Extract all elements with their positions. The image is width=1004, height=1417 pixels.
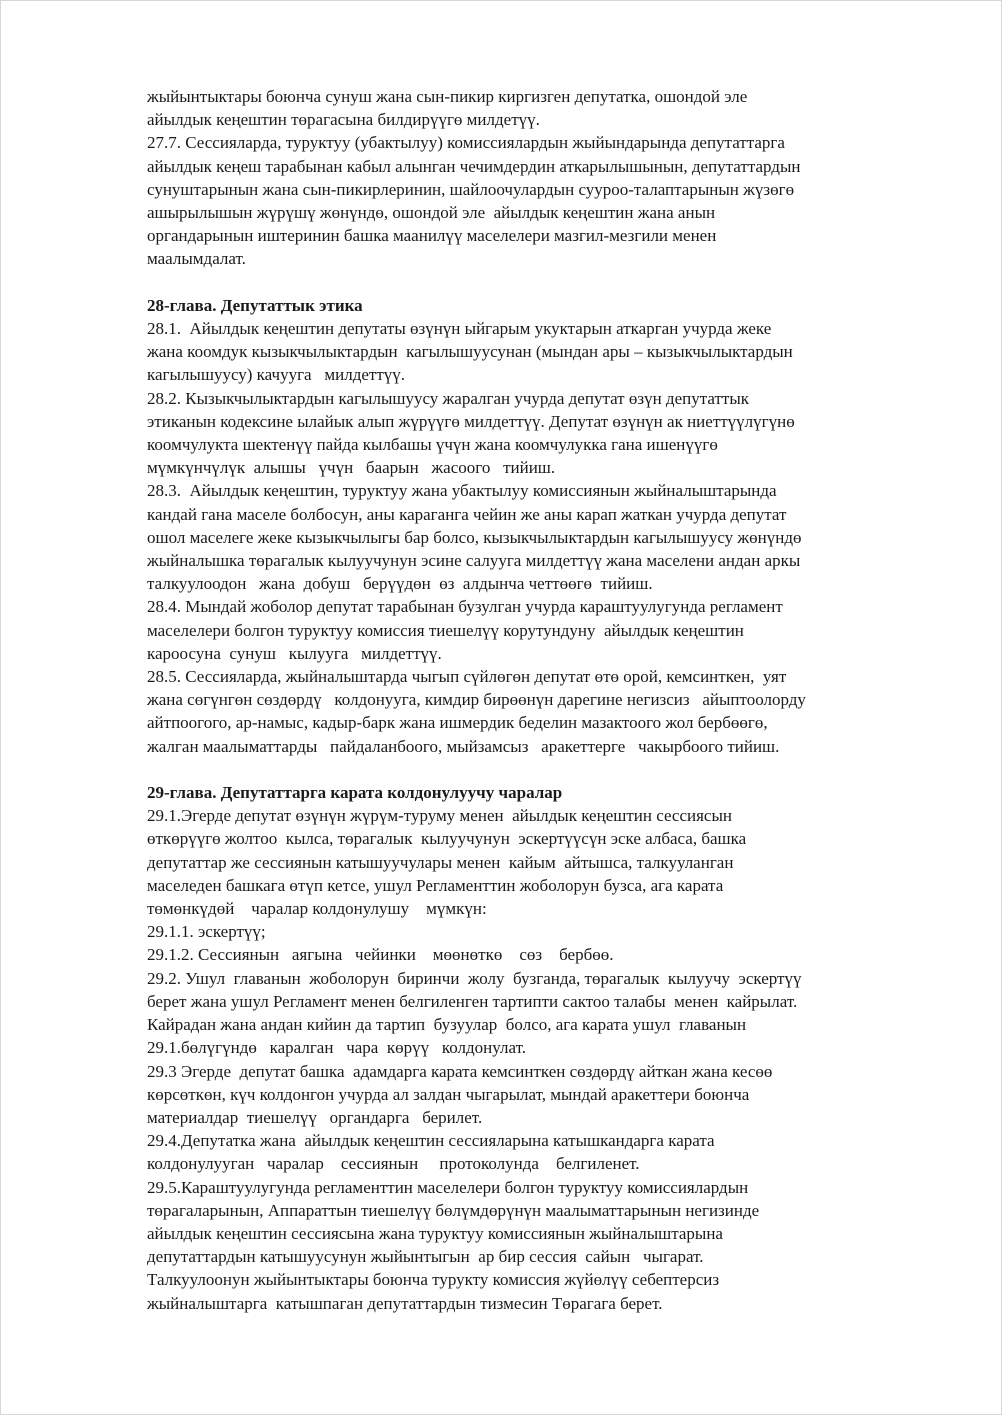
text-line: этиканын кодексине ылайык алып жүрүүгө милдеттүү. Депутат өзүнүн ак ниеттүүлүгүнө — [147, 411, 795, 431]
text-line: маселелери болгон туруктуу комиссия тиешелүү корутундуну айылдык кеңештин — [147, 620, 744, 640]
text-line: коомчулукта шектенүү пайда кылбашы үчүн жана коомчулукка гана ишенүүгө — [147, 435, 718, 455]
text-line: Талкуулоонун жыйынтыктары боюнча турукту комиссия жүйөлүү себептерсиз — [147, 1270, 720, 1290]
paragraph-28-5: 28.5. Сессияларда, жыйналыштарда чыгып сүйлөгөн депутат өтө орой, кемсинткен, уят — [147, 667, 787, 687]
paragraph-29-1-1: 29.1.1. эскертүү; — [147, 922, 266, 942]
text-line: кароосуна сунуш кылууга милдеттүү. — [147, 643, 442, 663]
text-line: кандай гана маселе болбосун, аны караганга чейин же аны карап жаткан учурда депутат — [147, 504, 787, 524]
text-line: кагылышуусу) качууга милдеттүү. — [147, 365, 405, 385]
document-body — [147, 85, 937, 1315]
paragraph-gap — [147, 758, 937, 781]
paragraph-29-3: 29.3 Эгерде депутат башка адамдарга карата кемсинткен сөздөрдү айткан жана кесөө — [147, 1061, 773, 1081]
text-line: органдарынын иштеринин башка маанилүү маселелери мазгил-мезгили менен — [147, 226, 717, 246]
text-line: 29.1.бөлүгүндө каралган чара көрүү колдонулат. — [147, 1038, 526, 1058]
text-line: ошол маселеге жеке кызыкчылыгы бар болсо, кызыкчылыктардын кагылышуусу жөнүндө — [147, 527, 802, 547]
text-line: айылдык кеңештин төрагасына билдирүүгө милдетүү. — [147, 110, 540, 130]
text-line: жыйынтыктары боюнча сунуш жана сын-пикир киргизген депутатка, ошондой эле — [147, 87, 748, 106]
text-line: маалымдалат. — [147, 249, 246, 269]
paragraph-gap — [147, 271, 937, 294]
paragraph-28-1: 28.1. Айылдык кеңештин депутаты өзүнүн ыйгарым укуктарын аткарган учурда жеке — [147, 319, 772, 339]
chapter-28-heading: 28-глава. Депутаттык этика — [147, 295, 363, 315]
text-line: колдонулууган чаралар сессиянын протоколунда белгиленет. — [147, 1154, 640, 1174]
text-line: талкуулоодон жана добуш берүүдөн өз алдынча четтөөгө тийиш. — [147, 574, 653, 594]
chapter-28 — [147, 294, 937, 758]
text-line: жалган маалыматтарды пайдаланбоого, мыйзамсыз аракеттерге чакырбоого тийиш. — [147, 736, 780, 756]
paragraph-29-1-2: 29.1.2. Сессиянын аягына чейинки мөөнөткө сөз бербөө. — [147, 945, 614, 965]
text-line: өткөрүүгө жолтоо кылса, төрагалык кылуучунун эскертүүсүн эске албаса, башка — [147, 829, 747, 849]
paragraph-29-5: 29.5.Караштуулугунда регламенттин маселелери болгон туруктуу комиссиялардын — [147, 1177, 749, 1197]
chapter-29 — [147, 781, 937, 1315]
text-line: материалдар тиешелүү органдарга берилет. — [147, 1107, 483, 1127]
text-line: жыйналышка төрагалык кылуучунун эсине салууга милдеттүү жана маселени андан аркы — [147, 551, 801, 571]
text-line: жана коомдук кызыкчылыктардын кагылышуусунан (мындан ары – кызыкчылыктардын — [147, 342, 793, 362]
text-line: мүмкүнчүлүк алышы үчүн баарын жасоого тийиш. — [147, 458, 556, 478]
text-line: төрагаларынын, Аппараттын тиешелүү бөлүмдөрүнүн маалыматтарынын негизинде — [147, 1200, 760, 1220]
section-27-continuation — [147, 85, 937, 271]
text-line: Кайрадан жана андан кийин да тартип бузуулар болсо, ага карата ушул главанын — [147, 1015, 747, 1035]
paragraph-28-4: 28.4. Мындай жоболор депутат тарабынан бузулган учурда караштуулугунда регламент — [147, 597, 783, 617]
text-line: депутаттардын катышуусунун жыйынтыгын ар бир сессия сайын чыгарат. — [147, 1247, 704, 1267]
text-line: төмөнкүдөй чаралар колдонулушу мүмкүн: — [147, 899, 487, 919]
paragraph-28-3: 28.3. Айылдык кеңештин, туруктуу жана убактылуу комиссиянын жыйналыштарында — [147, 481, 777, 501]
paragraph-27-7: 27.7. Сессияларда, туруктуу (убактылуу) комиссиялардын жыйындарында депутаттарга — [147, 133, 785, 153]
chapter-29-heading: 29-глава. Депутаттарга карата колдонулуучу чаралар — [147, 783, 563, 803]
text-line: берет жана ушул Регламент менен белгиленген тартипти сактоо талабы менен кайрылат. — [147, 991, 798, 1011]
paragraph-29-2: 29.2. Ушул главанын жоболорун биринчи жолу бузганда, төрагалык кылуучу эскертүү — [147, 968, 802, 988]
paragraph-29-4: 29.4.Депутатка жана айылдык кеңештин сессияларына катышкандарга карата — [147, 1131, 715, 1151]
text-line: айылдык кеңеш тарабынан кабыл алынган чечимдердин аткарылышынын, депутаттардын — [147, 156, 801, 176]
paragraph-29-1: 29.1.Эгерде депутат өзүнүн жүрүм-туруму менен айылдык кеңештин сессиясын — [147, 806, 732, 826]
text-line: жыйналыштарга катышпаган депутаттардын тизмесин Төрагага берет. — [147, 1293, 663, 1313]
text-line: жана сөгүнгөн сөздөрдү колдонууга, кимдир бирөөнүн дарегине негизсиз айыптоолорду — [147, 690, 806, 710]
text-line: көрсөткөн, күч колдонгон учурда ал залдан чыгарылат, мындай аракеттери боюнча — [147, 1084, 750, 1104]
text-line: ашырылышын жүрүшү жөнүндө, ошондой эле айылдык кеңештин жана анын — [147, 203, 716, 223]
text-line: депутаттар же сессиянын катышуучулары менен кайым айтышса, талкууланган — [147, 852, 734, 872]
text-line: айылдык кеңештин сессиясына жана туруктуу комиссиянын жыйналыштарына — [147, 1223, 723, 1243]
text-line: айтпоогого, ар-намыс, кадыр-барк жана ишмердик беделин мазактоого жол бербөөгө, — [147, 713, 768, 733]
paragraph-28-2: 28.2. Кызыкчылыктардын кагылышуусу жаралган учурда депутат өзүн депутаттык — [147, 388, 749, 408]
text-line: сунуштарынын жана сын-пикирлеринин, шайлоочулардын сууроо-талаптарынын жүзөгө — [147, 179, 795, 199]
text-line: маселеден башкага өтүп кетсе, ушул Регламенттин жоболорун бузса, ага карата — [147, 875, 724, 895]
